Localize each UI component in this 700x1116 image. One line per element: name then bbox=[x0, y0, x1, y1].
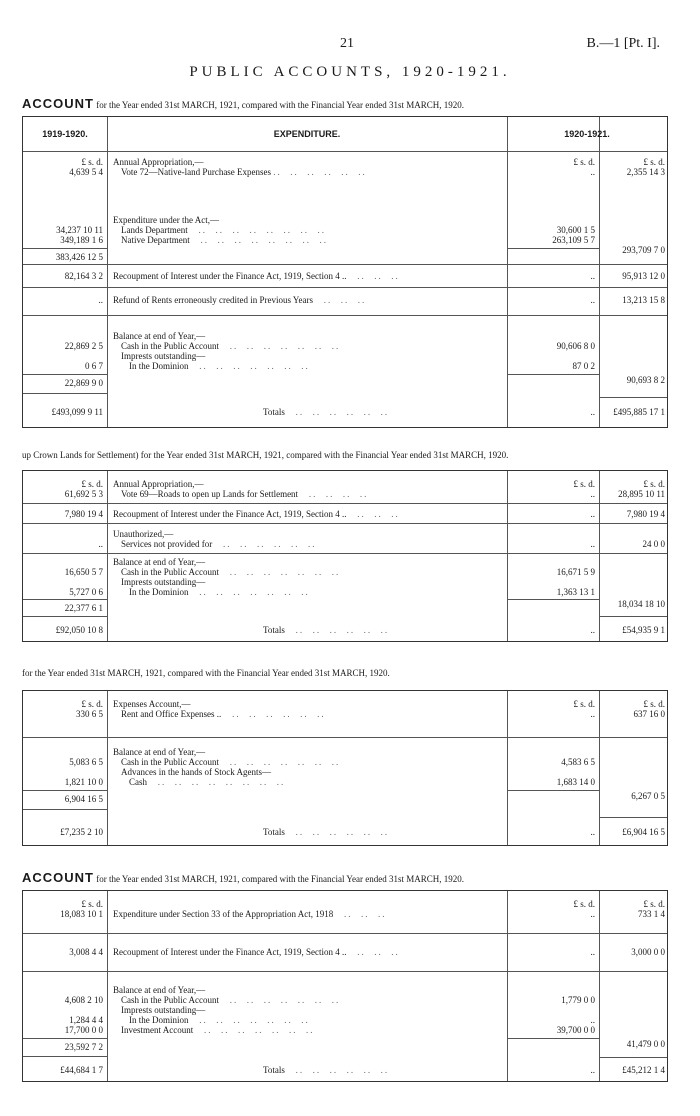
totals-label: Totals .. .. .. .. .. .. bbox=[263, 625, 390, 635]
prev-value: 4,608 2 10 bbox=[64, 995, 103, 1005]
sub-value: .. bbox=[590, 909, 595, 919]
total-value: 2,355 14 3 bbox=[626, 167, 665, 177]
sub-value: 1,363 13 1 bbox=[556, 587, 595, 597]
col-header-mid: EXPENDITURE. bbox=[273, 129, 341, 139]
prev-sum: 22,377 6 1 bbox=[64, 603, 103, 613]
account1-caption: ACCOUNT for the Year ended 31st MARCH, 1921, compared with the Financial Year ended 31st MARCH, 1920. bbox=[22, 96, 464, 111]
row-label: Vote 72—Native-land Purchase Expenses .. .. .. .. .. .. bbox=[121, 167, 367, 177]
row-label: Balance at end of Year,— bbox=[113, 557, 206, 567]
prev-value: 1,284 4 4 bbox=[69, 1015, 103, 1025]
total-value: 18,034 18 10 bbox=[617, 599, 665, 609]
row-label: Native Department .. .. .. .. .. .. .. .. bbox=[121, 235, 328, 245]
row-label: Investment Account .. .. .. .. .. .. .. bbox=[121, 1025, 315, 1035]
row-label: Cash in the Public Account .. .. .. .. .. .. .. bbox=[121, 341, 341, 351]
units-sub: £ s. d. bbox=[573, 157, 595, 167]
total-value: 6,267 0 5 bbox=[631, 791, 665, 801]
sub-value: .. bbox=[590, 509, 595, 519]
row-label: Lands Department .. .. .. .. .. .. .. .. bbox=[121, 225, 326, 235]
cur-total: £6,904 16 5 bbox=[622, 827, 665, 837]
row-label: Expenses Account,— bbox=[113, 699, 191, 709]
prev-value: 22,869 2 5 bbox=[64, 341, 103, 351]
cur-total: £45,212 1 4 bbox=[622, 1065, 665, 1075]
totals-label: Totals .. .. .. .. .. .. bbox=[263, 1065, 390, 1075]
row-label: Recoupment of Interest under the Finance Act, 1919, Section 4 .. .. .. .. bbox=[113, 271, 400, 281]
row-label: Refund of Rents erroneously credited in Previous Years .. .. .. bbox=[113, 295, 367, 305]
row-label: Advances in the hands of Stock Agents— bbox=[121, 767, 271, 777]
row-label: Expenditure under Section 33 of the Appropriation Act, 1918 .. .. .. bbox=[113, 909, 387, 919]
prev-value: 5,083 6 5 bbox=[69, 757, 103, 767]
row-label: Cash in the Public Account .. .. .. .. .. .. .. bbox=[121, 757, 341, 767]
prev-value: 16,650 5 7 bbox=[64, 567, 103, 577]
sub-value: .. bbox=[590, 295, 595, 305]
page-header bbox=[0, 36, 700, 56]
row-label: Cash .. .. .. .. .. .. .. .. bbox=[129, 777, 286, 787]
total-value: 90,693 8 2 bbox=[626, 375, 665, 385]
row-label: Imprests outstanding— bbox=[121, 577, 206, 587]
prev-value: .. bbox=[98, 539, 103, 549]
row-label: Vote 69—Roads to open up Lands for Settlement .. .. .. .. bbox=[121, 489, 369, 499]
sub-value: 87 0 2 bbox=[572, 361, 595, 371]
row-label: Expenditure under the Act,— bbox=[113, 215, 219, 225]
row-label: Recoupment of Interest under the Finance Act, 1919, Section 4 .. .. .. .. bbox=[113, 947, 400, 957]
row-label: Imprests outstanding— bbox=[121, 351, 206, 361]
row-label: Unauthorized,— bbox=[113, 529, 174, 539]
account1-table bbox=[22, 116, 668, 428]
total-value: 24 0 0 bbox=[642, 539, 665, 549]
sub-total: .. bbox=[590, 1065, 595, 1075]
total-value: 3,000 0 0 bbox=[631, 947, 665, 957]
row-label: Cash in the Public Account .. .. .. .. .. .. .. bbox=[121, 567, 341, 577]
account4-caption: ACCOUNT for the Year ended 31st MARCH, 1921, compared with the Financial Year ended 31st MARCH, 1920. bbox=[22, 870, 464, 885]
row-label: Cash in the Public Account .. .. .. .. .. .. .. bbox=[121, 995, 341, 1005]
account2-caption: up Crown Lands for Settlement) for the Year ended 31st MARCH, 1921, compared with the Financial Year ended 31st MARCH, 1920. bbox=[22, 450, 509, 460]
sub-value: .. bbox=[590, 489, 595, 499]
cur-total: £54,935 9 1 bbox=[622, 625, 665, 635]
prev-value: 4,639 5 4 bbox=[69, 167, 103, 177]
total-value: 7,980 19 4 bbox=[626, 509, 665, 519]
prev-value: 1,821 10 0 bbox=[64, 777, 103, 787]
page-title: PUBLIC ACCOUNTS, 1920-1921. bbox=[189, 64, 511, 80]
units-cur: £ s. d. bbox=[643, 899, 665, 909]
row-label: In the Dominion .. .. .. .. .. .. .. bbox=[129, 361, 310, 371]
prev-sum: 22,869 9 0 bbox=[64, 378, 103, 388]
totals-label: Totals .. .. .. .. .. .. bbox=[263, 407, 390, 417]
account2-table bbox=[22, 470, 668, 642]
total-value: 13,213 15 8 bbox=[622, 295, 665, 305]
total-value: 41,479 0 0 bbox=[626, 1039, 665, 1049]
prev-value: 349,189 1 6 bbox=[60, 235, 103, 245]
units-prev: £ s. d. bbox=[81, 899, 103, 909]
sub-value: 39,700 0 0 bbox=[556, 1025, 595, 1035]
total-value: 293,709 7 0 bbox=[622, 245, 665, 255]
sub-value: 263,109 5 7 bbox=[552, 235, 595, 245]
prev-value: 82,164 3 2 bbox=[64, 271, 103, 281]
prev-sum: 383,426 12 5 bbox=[55, 252, 103, 262]
sub-value: 16,671 5 9 bbox=[556, 567, 595, 577]
row-label: Annual Appropriation,— bbox=[113, 479, 204, 489]
col-header-cur: 1920-1921. bbox=[564, 129, 610, 139]
sub-value: .. bbox=[590, 709, 595, 719]
total-value: 28,895 10 11 bbox=[618, 489, 665, 499]
account3-table bbox=[22, 690, 668, 846]
prev-value: 330 6 5 bbox=[76, 709, 103, 719]
sub-value: 4,583 6 5 bbox=[561, 757, 595, 767]
prev-value: .. bbox=[98, 295, 103, 305]
prev-sum: 23,592 7 2 bbox=[64, 1042, 103, 1052]
sub-value: 30,600 1 5 bbox=[556, 225, 595, 235]
row-label: In the Dominion .. .. .. .. .. .. .. bbox=[129, 587, 310, 597]
units-prev: £ s. d. bbox=[81, 157, 103, 167]
sub-value: .. bbox=[590, 271, 595, 281]
row-label: Recoupment of Interest under the Finance Act, 1919, Section 4 .. .. .. .. bbox=[113, 509, 400, 519]
units-cur: £ s. d. bbox=[643, 699, 665, 709]
units-sub: £ s. d. bbox=[573, 479, 595, 489]
total-value: 95,913 12 0 bbox=[622, 271, 665, 281]
prev-value: 3,008 4 4 bbox=[69, 947, 103, 957]
sub-value: 1,779 0 0 bbox=[561, 995, 595, 1005]
row-label: Balance at end of Year,— bbox=[113, 747, 206, 757]
prev-sum: 6,904 16 5 bbox=[64, 794, 103, 804]
prev-total: £92,050 10 8 bbox=[55, 625, 103, 635]
units-sub: £ s. d. bbox=[573, 899, 595, 909]
account4-table bbox=[22, 890, 668, 1082]
col-header-prev: 1919-1920. bbox=[42, 129, 88, 139]
sub-value: 1,683 14 0 bbox=[556, 777, 595, 787]
prev-total: £44,684 1 7 bbox=[60, 1065, 103, 1075]
row-label: Services not provided for .. .. .. .. .. .. bbox=[121, 539, 317, 549]
row-label: Balance at end of Year,— bbox=[113, 985, 206, 995]
page-number: 21 bbox=[340, 36, 354, 51]
units-cur: £ s. d. bbox=[643, 157, 665, 167]
totals-label: Totals .. .. .. .. .. .. bbox=[263, 827, 390, 837]
units-prev: £ s. d. bbox=[81, 699, 103, 709]
row-label: Rent and Office Expenses .. .. .. .. .. .. .. bbox=[121, 709, 326, 719]
total-value: 733 1 4 bbox=[638, 909, 665, 919]
sub-value: .. bbox=[590, 539, 595, 549]
prev-value: 5,727 0 6 bbox=[69, 587, 103, 597]
units-prev: £ s. d. bbox=[81, 479, 103, 489]
sub-total: .. bbox=[590, 625, 595, 635]
sub-value: .. bbox=[590, 1015, 595, 1025]
row-label: Imprests outstanding— bbox=[121, 1005, 206, 1015]
prev-value: 18,083 10 1 bbox=[60, 909, 103, 919]
sub-total: .. bbox=[590, 407, 595, 417]
row-label: Annual Appropriation,— bbox=[113, 157, 204, 167]
total-value: 637 16 0 bbox=[633, 709, 665, 719]
row-label: In the Dominion .. .. .. .. .. .. .. bbox=[129, 1015, 310, 1025]
cur-total: £495,885 17 1 bbox=[613, 407, 665, 417]
account3-caption: for the Year ended 31st MARCH, 1921, compared with the Financial Year ended 31st MARCH, 1920. bbox=[22, 668, 390, 678]
prev-total: £7,235 2 10 bbox=[60, 827, 103, 837]
sub-value: .. bbox=[590, 947, 595, 957]
prev-value: 0 6 7 bbox=[85, 361, 103, 371]
sub-total: .. bbox=[590, 827, 595, 837]
sub-value: .. bbox=[590, 167, 595, 177]
row-label: Balance at end of Year,— bbox=[113, 331, 206, 341]
prev-value: 7,980 19 4 bbox=[64, 509, 103, 519]
units-sub: £ s. d. bbox=[573, 699, 595, 709]
units-cur: £ s. d. bbox=[643, 479, 665, 489]
prev-value: 17,700 0 0 bbox=[64, 1025, 103, 1035]
sub-value: 90,606 8 0 bbox=[556, 341, 595, 351]
document-reference: B.—1 [Pt. I]. bbox=[586, 36, 660, 51]
prev-value: 34,237 10 11 bbox=[56, 225, 103, 235]
prev-value: 61,692 5 3 bbox=[64, 489, 103, 499]
prev-total: £493,099 9 11 bbox=[51, 407, 103, 417]
